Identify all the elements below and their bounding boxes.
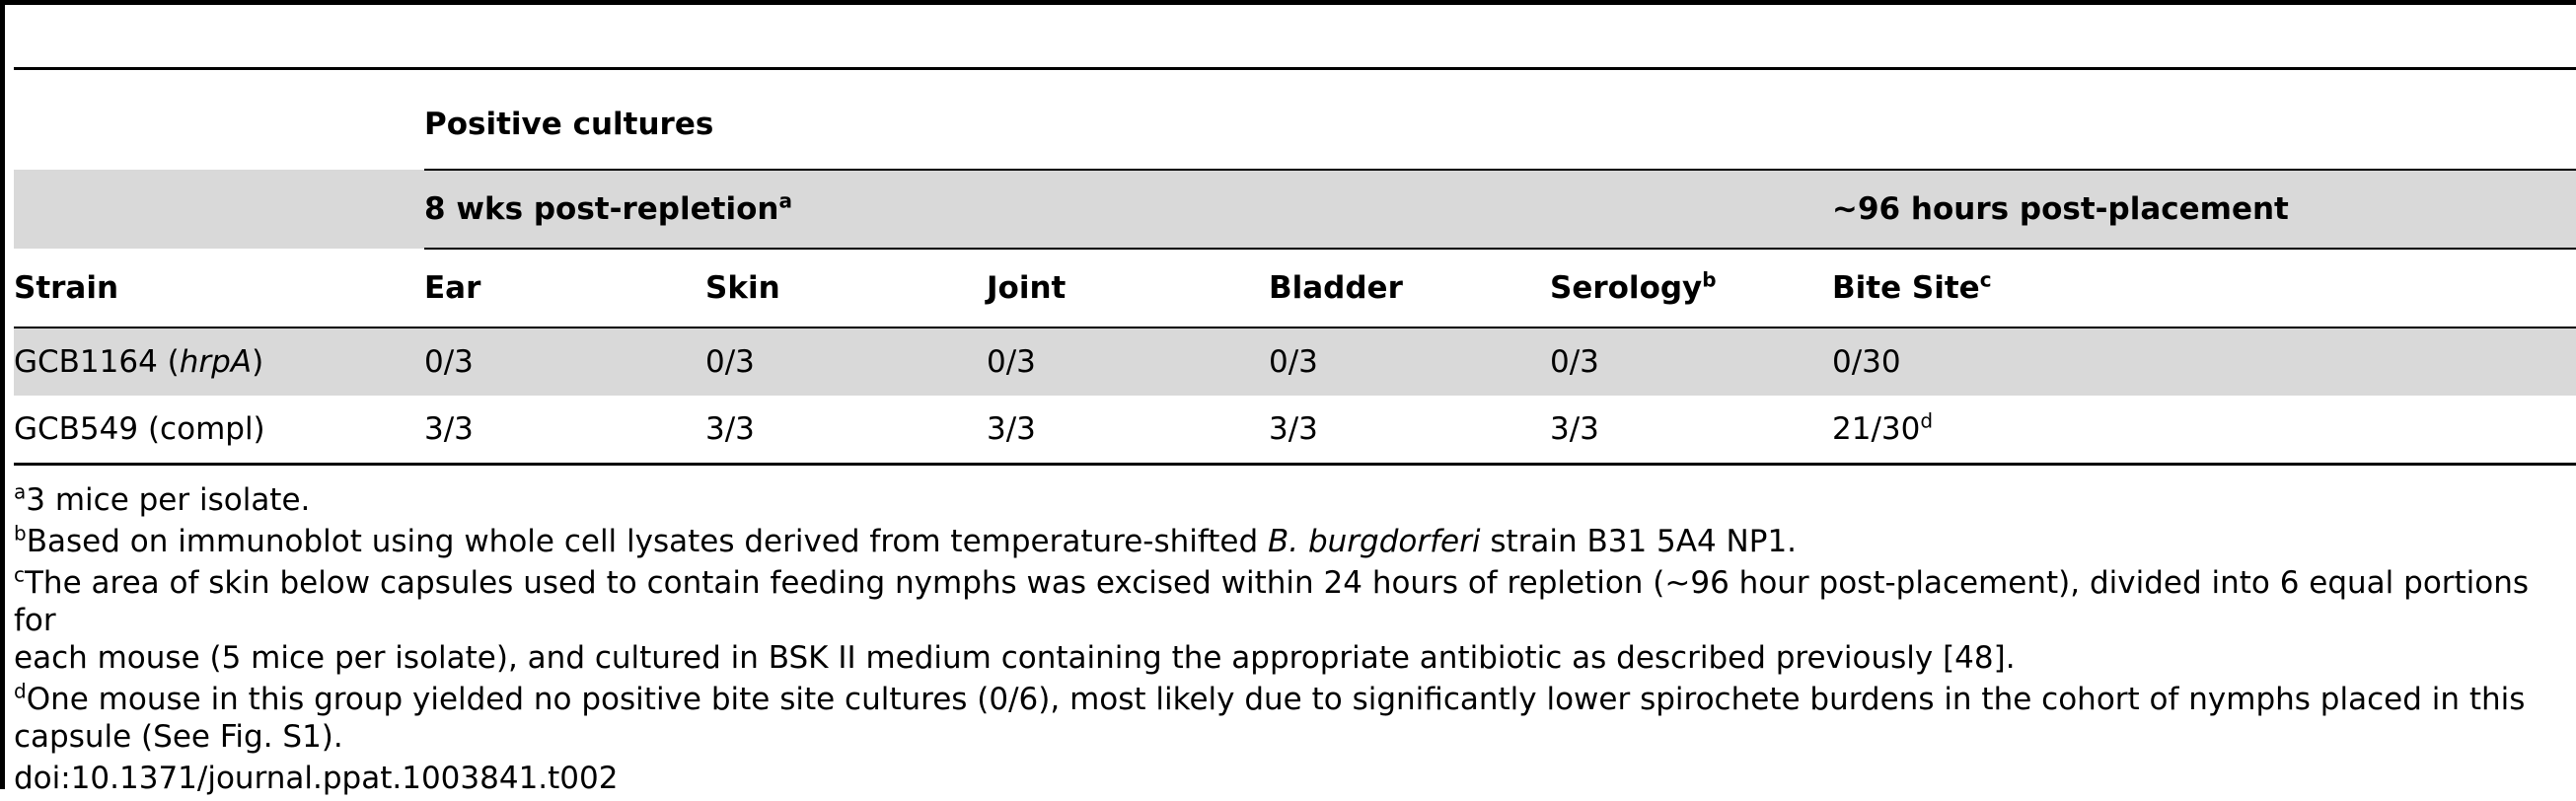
table-row	[14, 396, 2576, 465]
cell-bladder: 0/3	[1269, 328, 1550, 396]
cell-skin: 0/3	[705, 328, 987, 396]
footnotes	[14, 481, 2569, 801]
left-rule	[0, 0, 5, 789]
col-header-serology: Serology$^b$	[1550, 249, 1832, 328]
footnote-a: $^a$3 mice per isolate.	[14, 479, 311, 518]
results-table-container	[14, 67, 2576, 466]
table-row	[14, 328, 2576, 396]
cell-serology: 0/3	[1550, 328, 1832, 396]
col-header-ear: Ear	[424, 249, 705, 328]
col-header-joint: Joint	[987, 249, 1269, 328]
doi-line[interactable]: doi:10.1371/journal.ppat.1003841.t002	[14, 761, 619, 796]
footnote-d: $^d$One mouse in this group yielded no positive bite site cultures (0/6), most likely due to significantly lower spirochete burdens in the cohort of nymphs placed in this capsule (See Fig. S1).	[14, 679, 2526, 755]
cell-ear: 3/3	[424, 396, 705, 465]
cell-bladder: 3/3	[1269, 396, 1550, 465]
header-row-group	[14, 69, 2576, 171]
top-rule	[0, 0, 2576, 5]
footnote-c: $^c$The area of skin below capsules used to contain feeding nymphs was excised within 24 hours of repletion (∼96 hour post-placement), divided into 6 equal portions for each mouse (5 mice per isolate), and cultured in BSK II medium containing the appropriate antibiotic as described previously [48].	[14, 562, 2530, 676]
cell-bite-site: 0/30	[1832, 328, 2576, 396]
col-header-strain: Strain	[14, 269, 119, 306]
subgroup-header-96hours: ∼96 hours post-placement	[1832, 170, 2576, 249]
cell-strain: GCB549 (compl)	[14, 396, 424, 465]
header-row-subgroups	[14, 170, 2576, 249]
col-header-skin: Skin	[705, 249, 987, 328]
subgroup-header-8wks: 8 wks post-repletion$^a$	[424, 170, 1832, 249]
cell-skin: 3/3	[705, 396, 987, 465]
cell-serology: 3/3	[1550, 396, 1832, 465]
col-header-bite-site: Bite Site$^c$	[1832, 249, 2576, 328]
cell-joint: 3/3	[987, 396, 1269, 465]
header-row-columns	[14, 249, 2576, 328]
cell-strain: GCB1164 (hrpA)	[14, 328, 424, 396]
group-header-positive-cultures: Positive cultures	[424, 69, 2576, 171]
footnote-b: $^b$Based on immunoblot using whole cell lysates derived from temperature-shifted B. burgdorferi strain B31 5A4 NP1.	[14, 521, 1798, 559]
cell-joint: 0/3	[987, 328, 1269, 396]
results-table	[14, 67, 2576, 466]
col-header-bladder: Bladder	[1269, 249, 1550, 328]
cell-bite-site: 21/30$^d$	[1832, 396, 2576, 465]
cell-ear: 0/3	[424, 328, 705, 396]
